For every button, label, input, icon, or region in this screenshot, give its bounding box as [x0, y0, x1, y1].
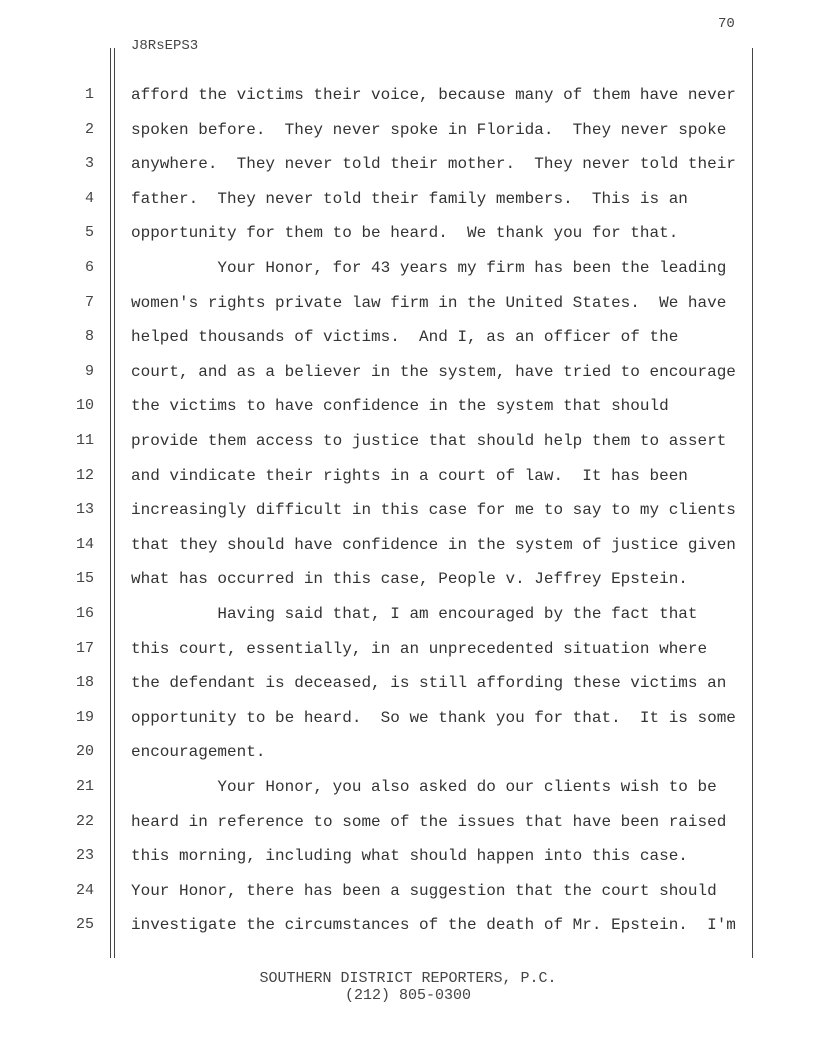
line-number: 6 [84, 259, 94, 276]
line-number: 17 [75, 639, 94, 657]
transcript-line [0, 120, 816, 154]
line-number: 2 [84, 120, 94, 138]
transcript-line [0, 327, 816, 361]
transcript-line [0, 604, 816, 638]
transcript-line [0, 500, 816, 534]
transcript-line [0, 223, 816, 257]
transcript-line [0, 673, 816, 707]
transcript-line [0, 915, 816, 949]
transcript-line [0, 466, 816, 500]
transcript-line [0, 85, 816, 119]
line-number: 19 [75, 708, 94, 726]
line-number: 7 [84, 293, 94, 311]
line-number: 24 [75, 881, 94, 899]
transcript-line [0, 431, 816, 465]
line-text: Your Honor, there has been a suggestion that the court should [131, 881, 717, 900]
line-text: increasingly difficult in this case for me to say to my clients [131, 501, 736, 520]
line-number: 10 [75, 397, 94, 415]
transcript-line [0, 639, 816, 673]
transcript-line [0, 742, 816, 776]
line-text: Your Honor, you also asked do our clients wish to be [131, 778, 717, 796]
footer-phone: (212) 805-0300 [344, 987, 472, 1004]
transcript-line [0, 569, 816, 603]
line-number: 23 [75, 847, 94, 865]
line-text: father. They never told their family members. This is an [131, 189, 688, 208]
transcript-line [0, 881, 816, 915]
line-text: Having said that, I am encouraged by the fact that [131, 605, 698, 623]
line-number: 9 [84, 362, 94, 380]
line-text: women's rights private law firm in the United States. We have [131, 293, 727, 312]
line-number: 13 [75, 501, 94, 519]
transcript-line [0, 293, 816, 327]
line-text: opportunity to be heard. So we thank you for that. It is some [131, 708, 736, 727]
line-number: 5 [84, 224, 94, 242]
transcript-line [0, 846, 816, 880]
line-number: 15 [75, 570, 94, 588]
line-text: the victims to have confidence in the system that should [131, 397, 669, 416]
line-text: Your Honor, for 43 years my firm has been the leading [131, 259, 727, 277]
line-text: spoken before. They never spoke in Florida. They never spoke [131, 120, 727, 139]
line-number: 1 [84, 86, 94, 103]
line-text: and vindicate their rights in a court of law. It has been [131, 466, 688, 485]
line-text: investigate the circumstances of the death of Mr. Epstein. I'm [131, 916, 736, 935]
transcript-line [0, 708, 816, 742]
line-number: 20 [75, 743, 94, 761]
line-number: 8 [84, 328, 94, 346]
line-number: 25 [75, 916, 94, 934]
line-text: anywhere. They never told their mother. They never told their [131, 155, 736, 174]
line-text: that they should have confidence in the system of justice given [131, 535, 736, 554]
transcript-line [0, 777, 816, 811]
transcript-line [0, 258, 816, 292]
line-text: this court, essentially, in an unprecedented situation where [131, 639, 708, 658]
line-text: opportunity for them to be heard. We thank you for that. [131, 224, 679, 243]
transcript-line [0, 396, 816, 430]
line-text: encouragement. [131, 743, 266, 762]
transcript-line [0, 362, 816, 396]
line-text: heard in reference to some of the issues that have been raised [131, 812, 727, 831]
transcript-line [0, 535, 816, 569]
line-number: 4 [84, 189, 94, 207]
line-number: 11 [75, 432, 94, 449]
line-text: helped thousands of victims. And I, as an officer of the [131, 328, 679, 347]
line-number: 18 [75, 674, 94, 692]
transcript-line [0, 812, 816, 846]
line-text: court, and as a believer in the system, have tried to encourage [131, 362, 736, 381]
transcript-line [0, 189, 816, 223]
line-number: 21 [75, 778, 94, 795]
line-number: 14 [75, 535, 94, 553]
line-number: 22 [75, 812, 94, 830]
page-number: 70 [718, 16, 735, 32]
line-number: 3 [84, 155, 94, 173]
line-text: afford the victims their voice, because many of them have never [131, 86, 736, 104]
line-number: 12 [75, 466, 94, 484]
line-number: 16 [75, 605, 94, 622]
footer-company: SOUTHERN DISTRICT REPORTERS, P.C. [259, 970, 557, 987]
line-text: what has occurred in this case, People v. Jeffrey Epstein. [131, 570, 688, 589]
line-text: this morning, including what should happen into this case. [131, 847, 688, 866]
line-text: provide them access to justice that should help them to assert [131, 432, 727, 450]
line-text: the defendant is deceased, is still affording these victims an [131, 674, 727, 693]
transcript-line [0, 154, 816, 188]
document-id: J8RsEPS3 [131, 38, 199, 54]
